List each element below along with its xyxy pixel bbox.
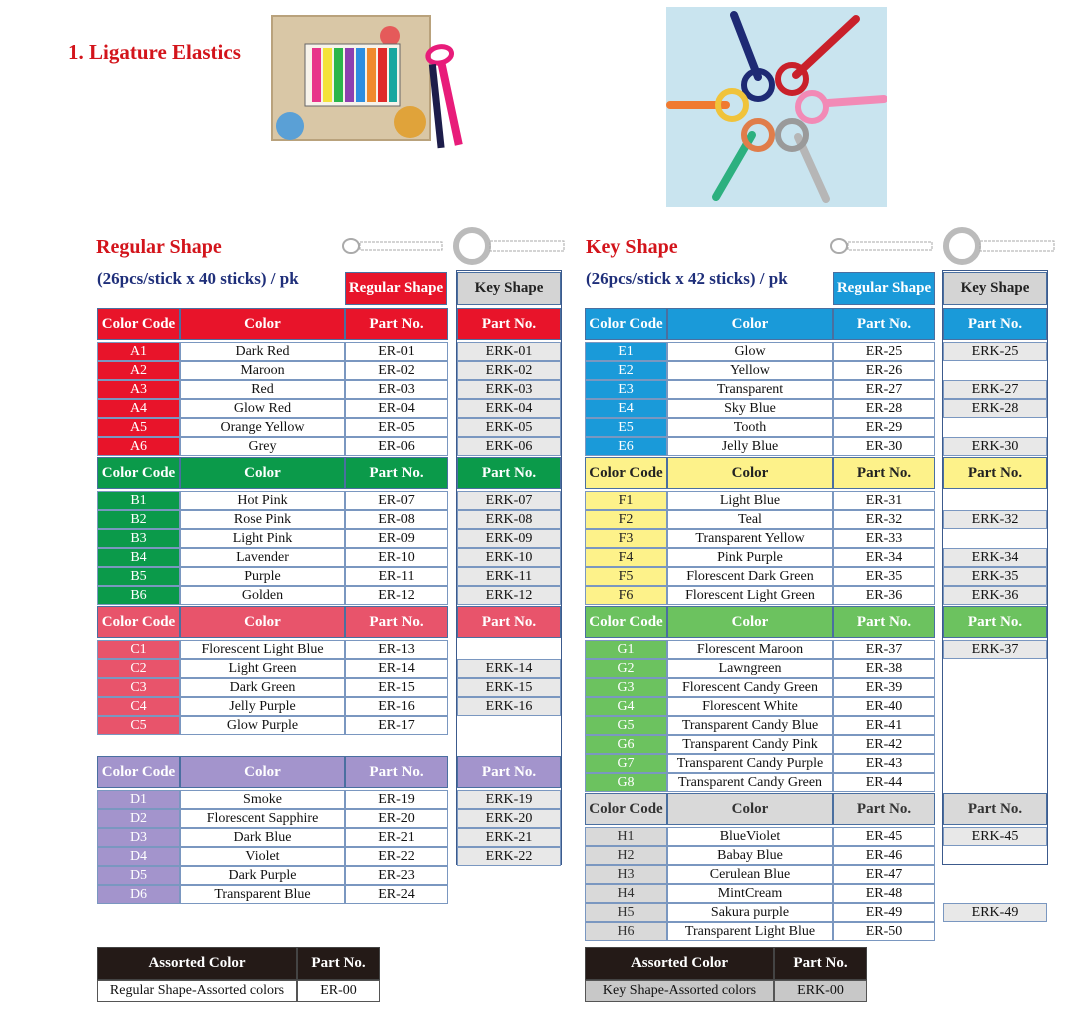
color-code-header: Color Code [585,457,667,489]
color-name-cell: Jelly Blue [667,437,833,456]
color-code-cell: A5 [97,418,180,437]
part-no-cell: ER-06 [345,437,448,456]
color-code-cell: F1 [585,491,667,510]
color-name-cell: Light Blue [667,491,833,510]
color-code-cell: B4 [97,548,180,567]
color-name-cell: Lawngreen [667,659,833,678]
part-no-cell: ER-22 [345,847,448,866]
color-code-cell: E1 [585,342,667,361]
color-code-cell: G6 [585,735,667,754]
color-name-cell: Transparent [667,380,833,399]
key-part-no-cell: ERK-49 [943,903,1047,922]
color-name-cell: Grey [180,437,345,456]
color-name-cell: Maroon [180,361,345,380]
color-code-cell: B1 [97,491,180,510]
part-no-cell: ER-31 [833,491,935,510]
regular-shape-tag: Regular Shape [833,272,935,305]
part-no-cell: ER-09 [345,529,448,548]
color-name-cell: Lavender [180,548,345,567]
key-part-no-header: Part No. [943,606,1047,638]
color-name-cell: Florescent Candy Green [667,678,833,697]
key-part-no-cell: ERK-03 [457,380,561,399]
color-code-cell: H6 [585,922,667,941]
color-name-cell: Light Green [180,659,345,678]
color-name-cell: Teal [667,510,833,529]
key-part-no-cell: ERK-04 [457,399,561,418]
color-name-cell: Purple [180,567,345,586]
key-part-no-cell: ERK-15 [457,678,561,697]
color-code-cell: D6 [97,885,180,904]
key-sticks-photo [666,7,887,207]
color-header: Color [180,457,345,489]
part-no-cell: ER-14 [345,659,448,678]
assorted-part-header: Part No. [297,947,380,980]
color-name-cell: Golden [180,586,345,605]
part-no-cell: ER-16 [345,697,448,716]
part-no-cell: ER-44 [833,773,935,792]
part-no-cell: ER-48 [833,884,935,903]
color-header: Color [667,457,833,489]
color-name-cell: Hot Pink [180,491,345,510]
part-no-cell: ER-24 [345,885,448,904]
color-name-cell: Transparent Candy Pink [667,735,833,754]
key-part-no-cell: ERK-30 [943,437,1047,456]
color-code-cell: B3 [97,529,180,548]
part-no-cell: ER-07 [345,491,448,510]
color-name-cell: Violet [180,847,345,866]
color-code-cell: D1 [97,790,180,809]
color-name-cell: Dark Blue [180,828,345,847]
page-title: 1. Ligature Elastics [68,40,241,64]
part-no-cell: ER-43 [833,754,935,773]
color-header: Color [180,756,345,788]
part-no-cell: ER-01 [345,342,448,361]
color-name-cell: Transparent Blue [180,885,345,904]
key-part-no-header: Part No. [457,756,561,788]
key-part-no-cell: ERK-32 [943,510,1047,529]
color-code-header: Color Code [585,606,667,638]
part-no-cell: ER-47 [833,865,935,884]
key-part-no-cell: ERK-02 [457,361,561,380]
part-no-cell: ER-13 [345,640,448,659]
color-header: Color [667,606,833,638]
part-no-cell: ER-19 [345,790,448,809]
part-no-cell: ER-26 [833,361,935,380]
key-part-no-cell: ERK-21 [457,828,561,847]
color-code-cell: C1 [97,640,180,659]
assorted-color-header: Assorted Color [585,947,774,980]
color-name-cell: Yellow [667,361,833,380]
key-part-no-cell: ERK-12 [457,586,561,605]
key-part-no-cell: ERK-16 [457,697,561,716]
part-no-cell: ER-28 [833,399,935,418]
part-no-cell: ER-25 [833,342,935,361]
key-part-no-cell: ERK-09 [457,529,561,548]
part-no-cell: ER-21 [345,828,448,847]
key-part-no-cell: ERK-19 [457,790,561,809]
part-no-cell: ER-02 [345,361,448,380]
key-part-no-cell: ERK-10 [457,548,561,567]
part-no-cell: ER-34 [833,548,935,567]
color-name-cell: Florescent White [667,697,833,716]
regular-stick-illustration [830,236,934,261]
part-no-header: Part No. [833,793,935,825]
part-no-cell: ER-38 [833,659,935,678]
color-code-cell: G5 [585,716,667,735]
part-no-header: Part No. [833,606,935,638]
key-part-no-header: Part No. [457,308,561,340]
color-code-cell: G3 [585,678,667,697]
color-code-cell: A3 [97,380,180,399]
box-product-photo [270,14,506,152]
key-part-no-header: Part No. [943,793,1047,825]
part-no-cell: ER-49 [833,903,935,922]
part-no-header: Part No. [345,606,448,638]
key-part-no-cell: ERK-14 [457,659,561,678]
color-code-header: Color Code [97,606,180,638]
key-part-no-cell: ERK-01 [457,342,561,361]
key-part-no-cell: ERK-06 [457,437,561,456]
part-no-cell: ER-35 [833,567,935,586]
part-no-cell: ER-41 [833,716,935,735]
color-code-cell: C4 [97,697,180,716]
color-name-cell: Glow Red [180,399,345,418]
part-no-cell: ER-32 [833,510,935,529]
key-part-no-cell: ERK-05 [457,418,561,437]
color-code-cell: E4 [585,399,667,418]
part-no-cell: ER-37 [833,640,935,659]
color-code-cell: B2 [97,510,180,529]
key-stick-illustration [450,224,566,273]
color-header: Color [180,308,345,340]
part-no-header: Part No. [345,308,448,340]
color-code-cell: E6 [585,437,667,456]
color-code-cell: C5 [97,716,180,735]
color-name-cell: Pink Purple [667,548,833,567]
color-code-cell: H1 [585,827,667,846]
assorted-color-cell: Regular Shape-Assorted colors [97,980,297,1002]
color-name-cell: Florescent Light Green [667,586,833,605]
color-code-cell: A1 [97,342,180,361]
key-stick-illustration [940,224,1056,273]
part-no-cell: ER-03 [345,380,448,399]
part-no-cell: ER-39 [833,678,935,697]
color-name-cell: Transparent Yellow [667,529,833,548]
key-shape-subtitle: (26pcs/stick x 42 sticks) / pk [586,269,788,288]
color-name-cell: Light Pink [180,529,345,548]
color-code-cell: A4 [97,399,180,418]
assorted-color-cell: Key Shape-Assorted colors [585,980,774,1002]
part-no-header: Part No. [833,308,935,340]
part-no-cell: ER-17 [345,716,448,735]
color-name-cell: Rose Pink [180,510,345,529]
color-code-cell: G8 [585,773,667,792]
key-part-no-cell: ERK-07 [457,491,561,510]
color-code-cell: G4 [585,697,667,716]
key-part-no-cell: ERK-08 [457,510,561,529]
color-name-cell: Tooth [667,418,833,437]
color-code-header: Color Code [585,793,667,825]
color-code-cell: C2 [97,659,180,678]
color-code-cell: D2 [97,809,180,828]
color-name-cell: Smoke [180,790,345,809]
key-shape-title: Key Shape [586,236,678,258]
key-shape-tag: Key Shape [943,272,1047,305]
color-name-cell: Babay Blue [667,846,833,865]
color-name-cell: Florescent Sapphire [180,809,345,828]
key-part-no-cell: ERK-22 [457,847,561,866]
part-no-cell: ER-05 [345,418,448,437]
color-code-cell: E5 [585,418,667,437]
color-name-cell: Florescent Light Blue [180,640,345,659]
color-name-cell: MintCream [667,884,833,903]
key-part-no-cell: ERK-34 [943,548,1047,567]
color-code-cell: D3 [97,828,180,847]
key-part-no-header: Part No. [943,308,1047,340]
color-code-cell: H2 [585,846,667,865]
key-part-no-header: Part No. [457,457,561,489]
color-name-cell: Transparent Light Blue [667,922,833,941]
color-name-cell: Dark Red [180,342,345,361]
part-no-cell: ER-23 [345,866,448,885]
part-no-header: Part No. [833,457,935,489]
color-name-cell: Red [180,380,345,399]
color-code-cell: G7 [585,754,667,773]
part-no-cell: ER-46 [833,846,935,865]
part-no-cell: ER-04 [345,399,448,418]
color-code-cell: C3 [97,678,180,697]
color-code-header: Color Code [97,308,180,340]
key-part-no-cell: ERK-27 [943,380,1047,399]
color-code-cell: A2 [97,361,180,380]
color-name-cell: Florescent Dark Green [667,567,833,586]
key-part-no-cell: ERK-28 [943,399,1047,418]
color-code-cell: D4 [97,847,180,866]
part-no-cell: ER-11 [345,567,448,586]
key-part-no-cell: ERK-37 [943,640,1047,659]
color-name-cell: Dark Purple [180,866,345,885]
regular-shape-subtitle: (26pcs/stick x 40 sticks) / pk [97,269,299,288]
regular-shape-title: Regular Shape [96,236,222,258]
color-code-cell: B6 [97,586,180,605]
color-code-cell: E3 [585,380,667,399]
color-code-cell: F2 [585,510,667,529]
color-name-cell: Transparent Candy Green [667,773,833,792]
color-code-cell: G1 [585,640,667,659]
color-name-cell: Florescent Maroon [667,640,833,659]
color-name-cell: BlueViolet [667,827,833,846]
color-code-cell: F3 [585,529,667,548]
assorted-part-cell: ER-00 [297,980,380,1002]
part-no-cell: ER-08 [345,510,448,529]
key-part-no-cell: ERK-45 [943,827,1047,846]
part-no-cell: ER-30 [833,437,935,456]
color-code-cell: A6 [97,437,180,456]
color-header: Color [667,308,833,340]
key-shape-tag: Key Shape [457,272,561,305]
part-no-cell: ER-29 [833,418,935,437]
key-part-no-header: Part No. [457,606,561,638]
color-code-cell: F5 [585,567,667,586]
color-name-cell: Glow Purple [180,716,345,735]
part-no-cell: ER-36 [833,586,935,605]
color-name-cell: Cerulean Blue [667,865,833,884]
key-part-no-cell: ERK-11 [457,567,561,586]
key-part-no-cell: ERK-35 [943,567,1047,586]
part-no-cell: ER-42 [833,735,935,754]
color-name-cell: Sakura purple [667,903,833,922]
part-no-cell: ER-15 [345,678,448,697]
part-no-cell: ER-27 [833,380,935,399]
key-part-no-header: Part No. [943,457,1047,489]
regular-stick-illustration [342,236,444,261]
color-code-cell: H3 [585,865,667,884]
assorted-color-header: Assorted Color [97,947,297,980]
key-part-no-cell: ERK-36 [943,586,1047,605]
part-no-header: Part No. [345,756,448,788]
color-name-cell: Transparent Candy Purple [667,754,833,773]
color-code-header: Color Code [585,308,667,340]
color-code-cell: F6 [585,586,667,605]
color-code-cell: G2 [585,659,667,678]
part-no-cell: ER-20 [345,809,448,828]
part-no-cell: ER-12 [345,586,448,605]
color-name-cell: Jelly Purple [180,697,345,716]
color-code-header: Color Code [97,756,180,788]
color-name-cell: Glow [667,342,833,361]
color-code-cell: H5 [585,903,667,922]
assorted-part-header: Part No. [774,947,867,980]
assorted-part-cell: ERK-00 [774,980,867,1002]
regular-shape-tag: Regular Shape [345,272,447,305]
part-no-cell: ER-50 [833,922,935,941]
part-no-cell: ER-45 [833,827,935,846]
color-code-cell: H4 [585,884,667,903]
color-name-cell: Sky Blue [667,399,833,418]
key-part-no-cell: ERK-25 [943,342,1047,361]
color-code-cell: D5 [97,866,180,885]
color-code-header: Color Code [97,457,180,489]
color-code-cell: E2 [585,361,667,380]
part-no-header: Part No. [345,457,448,489]
color-header: Color [667,793,833,825]
color-header: Color [180,606,345,638]
color-code-cell: F4 [585,548,667,567]
color-code-cell: B5 [97,567,180,586]
part-no-cell: ER-40 [833,697,935,716]
color-name-cell: Transparent Candy Blue [667,716,833,735]
part-no-cell: ER-33 [833,529,935,548]
color-name-cell: Orange Yellow [180,418,345,437]
part-no-cell: ER-10 [345,548,448,567]
key-part-no-cell: ERK-20 [457,809,561,828]
color-name-cell: Dark Green [180,678,345,697]
